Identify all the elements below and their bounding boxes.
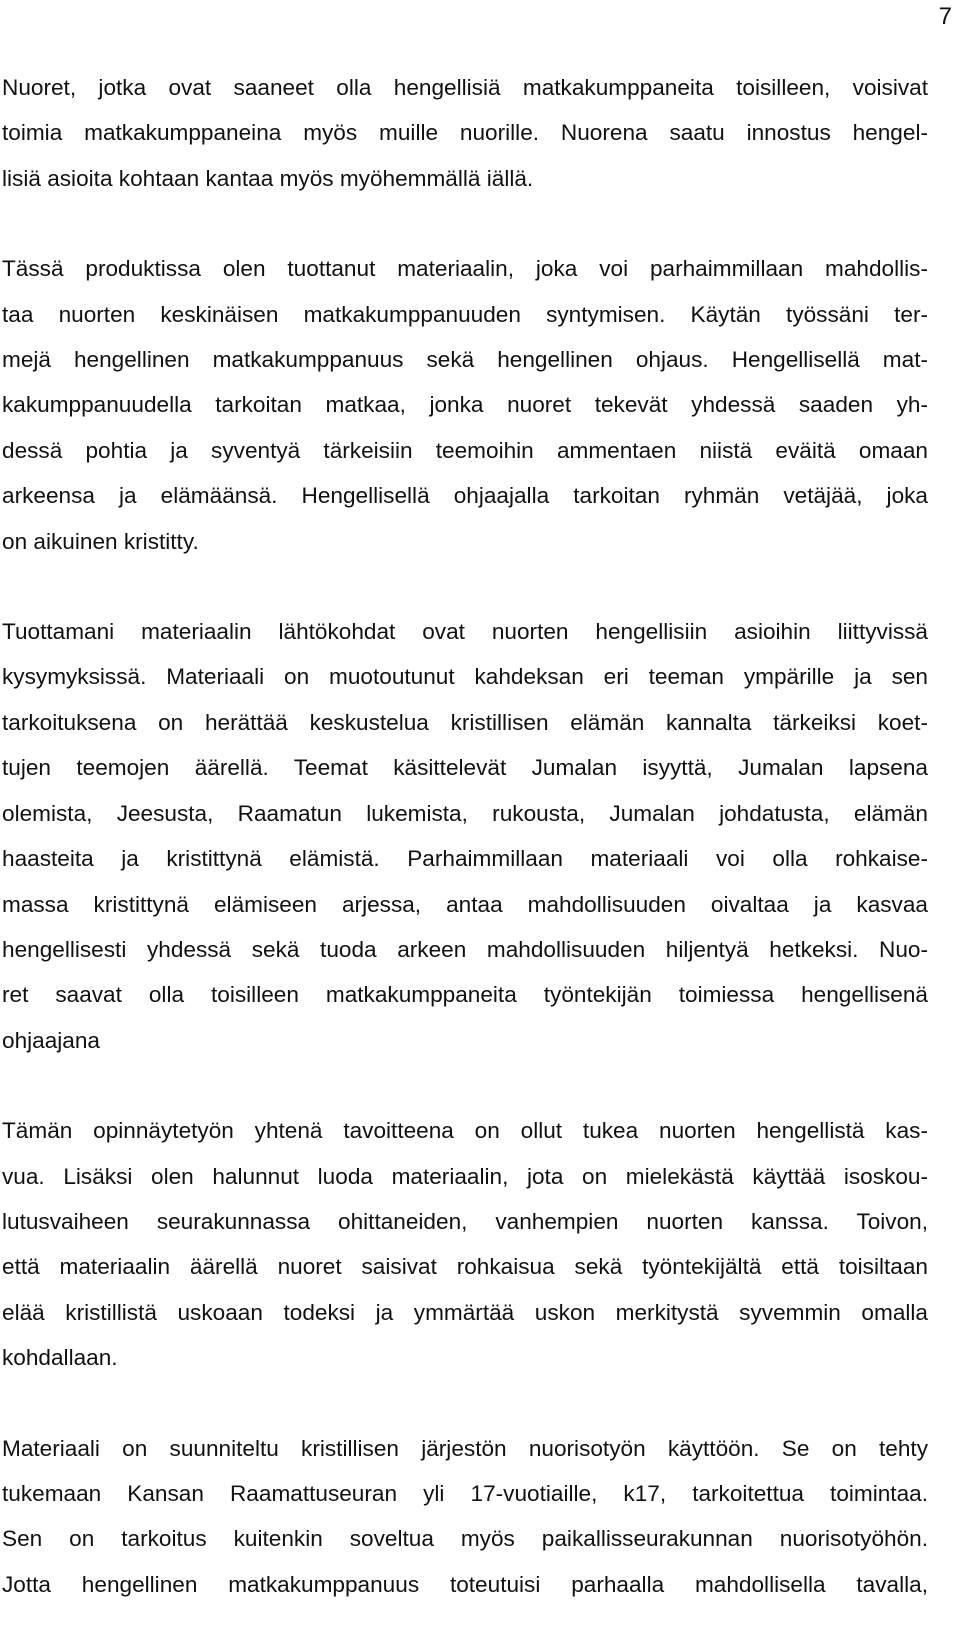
text-line: haasteita ja kristittynä elämistä. Parhaimmillaan materiaali voi olla rohkaise- xyxy=(2,846,928,872)
text-line: Sen on tarkoitus kuitenkin soveltua myös paikallisseurakunnan nuorisotyöhön. xyxy=(2,1526,928,1552)
text-line: elää kristillistä uskoaan todeksi ja ymmärtää uskon merkitystä syvemmin omalla xyxy=(2,1299,928,1325)
text-line: ohjaajana xyxy=(2,1027,100,1053)
text-line: Tässä produktissa olen tuottanut materiaalin, joka voi parhaimmillaan mahdollis- xyxy=(2,256,928,282)
text-line: tujen teemojen äärellä. Teemat käsittelevät Jumalan isyyttä, Jumalan lapsena xyxy=(2,755,928,781)
text-line: taa nuorten keskinäisen matkakumppanuuden syntymisen. Käytän työssäni ter- xyxy=(2,301,928,327)
text-line: tarkoituksena on herättää keskustelua kristillisen elämän kannalta tärkeiksi koet- xyxy=(2,709,928,735)
text-line: Nuoret, jotka ovat saaneet olla hengellisiä matkakumppaneita toisilleen, voisivat xyxy=(2,75,928,100)
text-line: mejä hengellinen matkakumppanuus sekä hengellinen ohjaus. Hengellisellä mat- xyxy=(2,347,928,373)
text-line: että materiaalin äärellä nuoret saisivat rohkaisua sekä työntekijältä että toisiltaan xyxy=(2,1254,928,1280)
paragraph xyxy=(2,65,928,201)
paragraph xyxy=(2,246,928,564)
text-line: Tuottamani materiaalin lähtökohdat ovat nuorten hengellisiin asioihin liittyvissä xyxy=(2,619,928,645)
text-line: olemista, Jeesusta, Raamatun lukemista, rukousta, Jumalan johdatusta, elämän xyxy=(2,800,928,826)
page-number: 7 xyxy=(938,3,952,30)
text-line: lutusvaiheen seurakunnassa ohittaneiden, vanhempien nuorten kanssa. Toivon, xyxy=(2,1208,928,1234)
text-line: lisiä asioita kohtaan kantaa myös myöhemmällä iällä. xyxy=(2,165,534,191)
text-line: vua. Lisäksi olen halunnut luoda materiaalin, jota on mielekästä käyttää isoskou- xyxy=(2,1163,928,1189)
text-line: Tämän opinnäytetyön yhtenä tavoitteena on ollut tukea nuorten hengellistä kas- xyxy=(2,1118,928,1144)
text-line: kakumppanuudella tarkoitan matkaa, jonka nuoret tekevät yhdessä saaden yh- xyxy=(2,392,928,418)
paragraph xyxy=(2,1426,928,1608)
text-line: toimia matkakumppaneina myös muille nuorille. Nuorena saatu innostus hengel- xyxy=(2,120,928,146)
text-line: tukemaan Kansan Raamattuseuran yli 17-vuotiaille, k17, tarkoitettua toimintaa. xyxy=(2,1480,928,1506)
text-line: massa kristittynä elämiseen arjessa, antaa mahdollisuuden oivaltaa ja kasvaa xyxy=(2,891,928,917)
text-line: Materiaali on suunniteltu kristillisen järjestön nuorisotyön käyttöön. Se on tehty xyxy=(2,1435,928,1461)
text-line: Jotta hengellinen matkakumppanuus toteutuisi parhaalla mahdollisella tavalla, xyxy=(2,1571,928,1597)
text-line: ret saavat olla toisilleen matkakumppaneita työntekijän toimiessa hengellisenä xyxy=(2,982,928,1008)
document-body xyxy=(2,65,928,1652)
text-line: arkeensa ja elämäänsä. Hengellisellä ohjaajalla tarkoitan ryhmän vetäjää, joka xyxy=(2,483,928,509)
text-line: kysymyksissä. Materiaali on muotoutunut kahdeksan eri teeman ympärille ja sen xyxy=(2,664,928,690)
paragraph xyxy=(2,1108,928,1380)
text-line: hengellisesti yhdessä sekä tuoda arkeen mahdollisuuden hiljentyä hetkeksi. Nuo- xyxy=(2,936,928,962)
text-line: kohdallaan. xyxy=(2,1345,118,1371)
text-line: dessä pohtia ja syventyä tärkeisiin teemoihin ammentaen niistä eväitä omaan xyxy=(2,437,928,463)
paragraph xyxy=(2,609,928,1063)
text-line: on aikuinen kristitty. xyxy=(2,528,199,554)
